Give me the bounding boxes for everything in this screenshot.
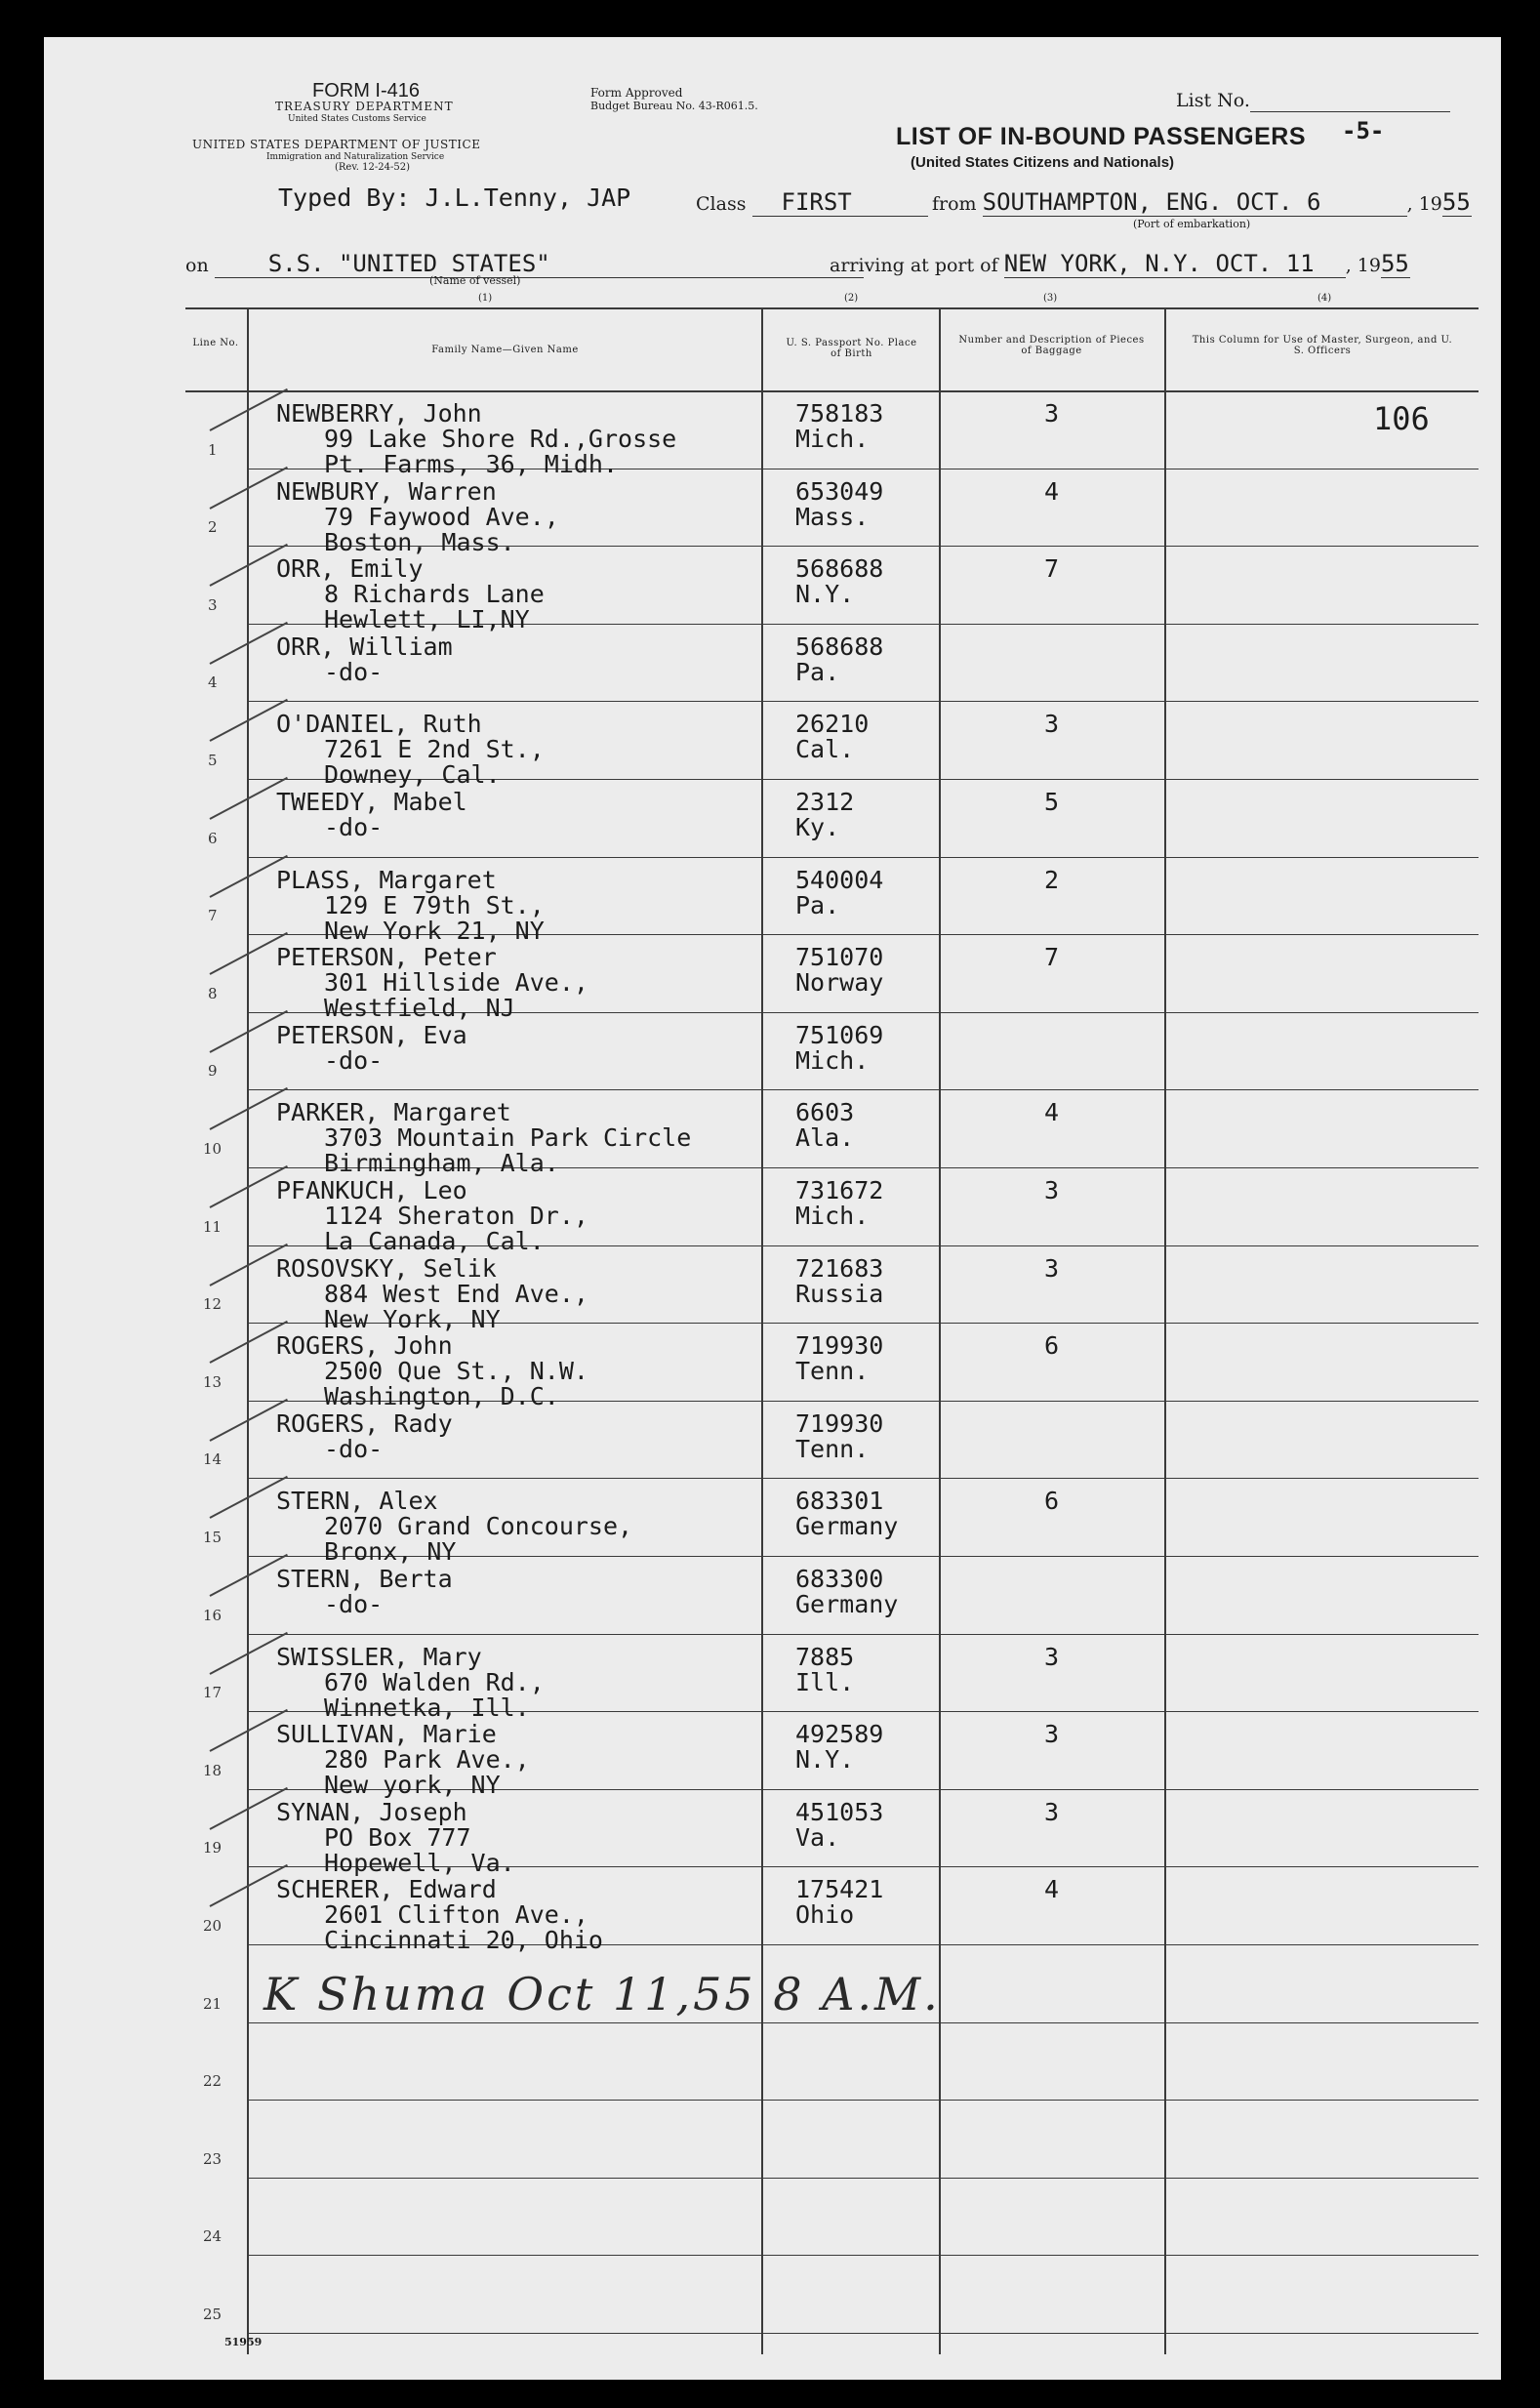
place-of-birth: Pa. (795, 891, 840, 919)
header-line-no: Line No. (192, 338, 239, 348)
passenger-name: PETERSON, Eva (276, 1021, 467, 1049)
baggage-count: 3 (1044, 1176, 1060, 1204)
place-of-birth: Mich. (795, 425, 870, 453)
embark-year: 55 (1441, 188, 1471, 216)
passenger-address-line2: New York 21, NY (324, 917, 545, 945)
passport-number: 568688 (795, 554, 884, 583)
from-field: from SOUTHAMPTON, ENG. OCT. 6 , 1955 (932, 188, 1471, 216)
class-field: Class FIRST (696, 188, 928, 217)
col-divider (939, 309, 941, 2354)
passport-number: 758183 (795, 399, 884, 428)
page-subtitle: (United States Citizens and Nationals) (911, 154, 1175, 171)
passenger-address-line1: 670 Walden Rd., (324, 1668, 545, 1696)
passport-number: 731672 (795, 1176, 884, 1204)
officer-note: 106 (1373, 400, 1430, 437)
row-rule (247, 1089, 1479, 1090)
baggage-count: 3 (1044, 1798, 1060, 1826)
line-number: 5 (208, 752, 218, 769)
passenger-address-line1: 2070 Grand Concourse, (324, 1512, 633, 1540)
row-rule (247, 2022, 1479, 2023)
baggage-count: 3 (1044, 1254, 1060, 1283)
row-rule (247, 2178, 1479, 2179)
passport-number: 451053 (795, 1798, 884, 1826)
arrival-port: NEW YORK, N.Y. OCT. 11 (1004, 250, 1346, 278)
page-title: LIST OF IN-BOUND PASSENGERS (896, 123, 1307, 150)
baggage-count: 2 (1044, 866, 1060, 894)
passport-number: 721683 (795, 1254, 884, 1283)
baggage-count: 6 (1044, 1331, 1060, 1360)
line-number: 24 (203, 2227, 223, 2245)
passenger-name: ROGERS, Rady (276, 1409, 453, 1438)
passenger-address-line1: 7261 E 2nd St., (324, 735, 545, 763)
line-number: 13 (203, 1373, 223, 1391)
passenger-address-line1: -do- (324, 658, 384, 686)
place-of-birth: Ky. (795, 813, 840, 841)
passenger-name: PARKER, Margaret (276, 1098, 511, 1126)
typed-by: Typed By: J.L.Tenny, JAP (278, 184, 631, 212)
line-number: 18 (203, 1762, 223, 1779)
vessel-field: on S.S. "UNITED STATES" (185, 250, 864, 278)
baggage-count: 5 (1044, 788, 1060, 816)
passenger-address-line2: Hewlett, LI,NY (324, 605, 530, 633)
form-number: FORM I-416 (312, 80, 421, 102)
place-of-birth: Mass. (795, 503, 870, 531)
col-divider (247, 309, 249, 2354)
budget-bureau: Budget Bureau No. 43-R061.5. (590, 100, 758, 112)
passenger-address-line1: -do- (324, 1590, 384, 1618)
passenger-address-line1: -do- (324, 1046, 384, 1075)
line-number: 14 (203, 1450, 223, 1468)
place-of-birth: Va. (795, 1823, 840, 1852)
row-rule (247, 2333, 1479, 2334)
passenger-name: SWISSLER, Mary (276, 1643, 482, 1671)
place-of-birth: Tenn. (795, 1357, 870, 1385)
passenger-address-line2: Winnetka, Ill. (324, 1694, 530, 1722)
vessel-name: S.S. "UNITED STATES" (215, 250, 864, 278)
line-number: 8 (208, 985, 218, 1002)
passport-number: 751070 (795, 943, 884, 971)
passport-number: 683301 (795, 1487, 884, 1515)
passenger-name: SCHERER, Edward (276, 1875, 497, 1903)
table-top-rule (185, 307, 1479, 309)
baggage-count: 4 (1044, 1098, 1060, 1126)
place-of-birth: Germany (795, 1590, 899, 1618)
passenger-name: NEWBURY, Warren (276, 477, 497, 506)
place-of-birth: Pa. (795, 658, 840, 686)
manifest-sheet (44, 37, 1501, 2380)
place-of-birth: Norway (795, 968, 884, 997)
passenger-address-line1: 2500 Que St., N.W. (324, 1357, 588, 1385)
line-number: 12 (203, 1295, 223, 1313)
passport-number: 683300 (795, 1565, 884, 1593)
header-bottom-rule (185, 390, 1479, 392)
place-of-birth: Ala. (795, 1123, 855, 1152)
line-number: 20 (203, 1917, 223, 1935)
passenger-address-line2: Pt. Farms, 36, Midh. (324, 450, 619, 478)
line-number: 25 (203, 2306, 223, 2323)
passenger-name: SULLIVAN, Marie (276, 1720, 497, 1748)
place-of-birth: Mich. (795, 1202, 870, 1230)
row-rule (247, 857, 1479, 858)
class-value: FIRST (752, 188, 928, 217)
passport-number: 719930 (795, 1331, 884, 1360)
passenger-address-line1: 3703 Mountain Park Circle (324, 1123, 692, 1152)
col-number-4: (4) (1317, 293, 1332, 304)
passenger-address-line1: 301 Hillside Ave., (324, 968, 588, 997)
line-number: 11 (203, 1218, 223, 1236)
passport-number: 7885 (795, 1643, 855, 1671)
baggage-count: 4 (1044, 477, 1060, 506)
col-number-2: (2) (844, 293, 859, 304)
passenger-address-line1: -do- (324, 813, 384, 841)
arriving-field: arriving at port of NEW YORK, N.Y. OCT. 11 , 1955 (830, 250, 1409, 277)
passenger-address-line2: Downey, Cal. (324, 760, 501, 789)
line-number: 19 (203, 1839, 223, 1857)
place-of-birth: N.Y. (795, 580, 855, 608)
port-embark-caption: (Port of embarkation) (1133, 218, 1251, 230)
passport-number: 751069 (795, 1021, 884, 1049)
place-of-birth: Ohio (795, 1900, 855, 1929)
passenger-address-line1: 884 West End Ave., (324, 1280, 588, 1308)
row-rule (247, 701, 1479, 702)
row-rule (247, 2100, 1479, 2101)
embark-port: SOUTHAMPTON, ENG. OCT. 6 (983, 188, 1407, 217)
passenger-name: SYNAN, Joseph (276, 1798, 467, 1826)
justice-dept: UNITED STATES DEPARTMENT OF JUSTICE (192, 138, 481, 151)
line-number: 1 (208, 441, 218, 459)
passenger-address-line2: New york, NY (324, 1771, 501, 1799)
line-number: 9 (208, 1062, 218, 1080)
line-number: 22 (203, 2072, 223, 2090)
place-of-birth: Tenn. (795, 1435, 870, 1463)
col-number-3: (3) (1043, 293, 1058, 304)
line-number: 15 (203, 1529, 223, 1546)
line-number: 6 (208, 830, 218, 847)
row-rule (247, 2255, 1479, 2256)
place-of-birth: N.Y. (795, 1745, 855, 1774)
line-number: 2 (208, 518, 218, 536)
baggage-count: 3 (1044, 399, 1060, 428)
passenger-address-line1: PO Box 777 (324, 1823, 471, 1852)
passenger-name: ROGERS, John (276, 1331, 453, 1360)
passenger-name: ORR, Emily (276, 554, 424, 583)
place-of-birth: Ill. (795, 1668, 855, 1696)
passenger-address-line1: 280 Park Ave., (324, 1745, 530, 1774)
passenger-address-line2: Boston, Mass. (324, 528, 515, 556)
place-of-birth: Cal. (795, 735, 855, 763)
passenger-address-line2: Bronx, NY (324, 1537, 457, 1566)
customs-service: United States Customs Service (288, 114, 426, 124)
passenger-address-line2: La Canada, Cal. (324, 1227, 545, 1255)
footer-code: 51959 (224, 2336, 263, 2348)
treasury-dept: TREASURY DEPARTMENT (275, 100, 454, 113)
col-number-1: (1) (478, 293, 493, 304)
revision-date: (Rev. 12-24-52) (335, 162, 411, 173)
header-baggage: Number and Description of Pieces of Baggage (958, 335, 1145, 356)
passenger-name: ROSOVSKY, Selik (276, 1254, 497, 1283)
line-number: 4 (208, 673, 218, 691)
arrival-year: 55 (1380, 250, 1409, 277)
passenger-name: NEWBERRY, John (276, 399, 482, 428)
line-number: 7 (208, 907, 218, 924)
passenger-name: TWEEDY, Mabel (276, 788, 467, 816)
passenger-name: STERN, Berta (276, 1565, 453, 1593)
place-of-birth: Mich. (795, 1046, 870, 1075)
passenger-address-line2: Birmingham, Ala. (324, 1149, 559, 1177)
line-number: 16 (203, 1607, 223, 1624)
passenger-address-line2: Cincinnati 20, Ohio (324, 1926, 603, 1954)
passenger-name: STERN, Alex (276, 1487, 438, 1515)
passport-number: 492589 (795, 1720, 884, 1748)
passenger-name: ORR, William (276, 633, 453, 661)
passenger-name: PETERSON, Peter (276, 943, 497, 971)
place-of-birth: Russia (795, 1280, 884, 1308)
baggage-count: 7 (1044, 554, 1060, 583)
ins-service: Immigration and Naturalization Service (266, 152, 445, 162)
baggage-count: 3 (1044, 710, 1060, 738)
baggage-count: 4 (1044, 1875, 1060, 1903)
passport-number: 568688 (795, 633, 884, 661)
passenger-name: O'DANIEL, Ruth (276, 710, 482, 738)
vessel-caption: (Name of vessel) (429, 274, 521, 287)
passenger-address-line2: New York, NY (324, 1305, 501, 1333)
list-no-label: List No. (1176, 90, 1450, 112)
list-no-value: -5- (1342, 117, 1385, 144)
line-number: 10 (203, 1140, 223, 1158)
baggage-count: 3 (1044, 1643, 1060, 1671)
passenger-address-line1: 79 Faywood Ave., (324, 503, 559, 531)
passenger-address-line1: 129 E 79th St., (324, 891, 545, 919)
header-passport: U. S. Passport No. Place of Birth (786, 338, 917, 359)
passport-number: 653049 (795, 477, 884, 506)
passenger-address-line1: 2601 Clifton Ave., (324, 1900, 588, 1929)
baggage-count: 7 (1044, 943, 1060, 971)
passenger-address-line2: Washington, D.C. (324, 1382, 559, 1410)
header-name: Family Name—Given Name (431, 345, 579, 355)
form-approved: Form Approved (590, 86, 683, 100)
passenger-name: PLASS, Margaret (276, 866, 497, 894)
place-of-birth: Germany (795, 1512, 899, 1540)
passenger-address-line1: 99 Lake Shore Rd.,Grosse (324, 425, 677, 453)
line-number: 21 (203, 1995, 223, 2013)
passenger-address-line2: Westfield, NJ (324, 994, 515, 1022)
line-number: 23 (203, 2150, 223, 2168)
passport-number: 2312 (795, 788, 855, 816)
row-rule (247, 1634, 1479, 1635)
handwritten-note: K Shuma Oct 11,55 8 A.M. (263, 1968, 941, 2020)
passport-number: 719930 (795, 1409, 884, 1438)
passenger-address-line1: -do- (324, 1435, 384, 1463)
baggage-count: 6 (1044, 1487, 1060, 1515)
passenger-address-line1: 8 Richards Lane (324, 580, 545, 608)
passport-number: 26210 (795, 710, 870, 738)
header-officers: This Column for Use of Master, Surgeon, and U. S. Officers (1192, 335, 1453, 356)
passport-number: 540004 (795, 866, 884, 894)
line-number: 17 (203, 1684, 223, 1701)
passenger-address-line1: 1124 Sheraton Dr., (324, 1202, 588, 1230)
row-rule (247, 1478, 1479, 1479)
passenger-name: PFANKUCH, Leo (276, 1176, 467, 1204)
passenger-address-line2: Hopewell, Va. (324, 1849, 515, 1877)
line-number: 3 (208, 596, 218, 614)
baggage-count: 3 (1044, 1720, 1060, 1748)
col-divider (761, 309, 763, 2354)
passport-number: 175421 (795, 1875, 884, 1903)
passport-number: 6603 (795, 1098, 855, 1126)
col-divider (1164, 309, 1166, 2354)
